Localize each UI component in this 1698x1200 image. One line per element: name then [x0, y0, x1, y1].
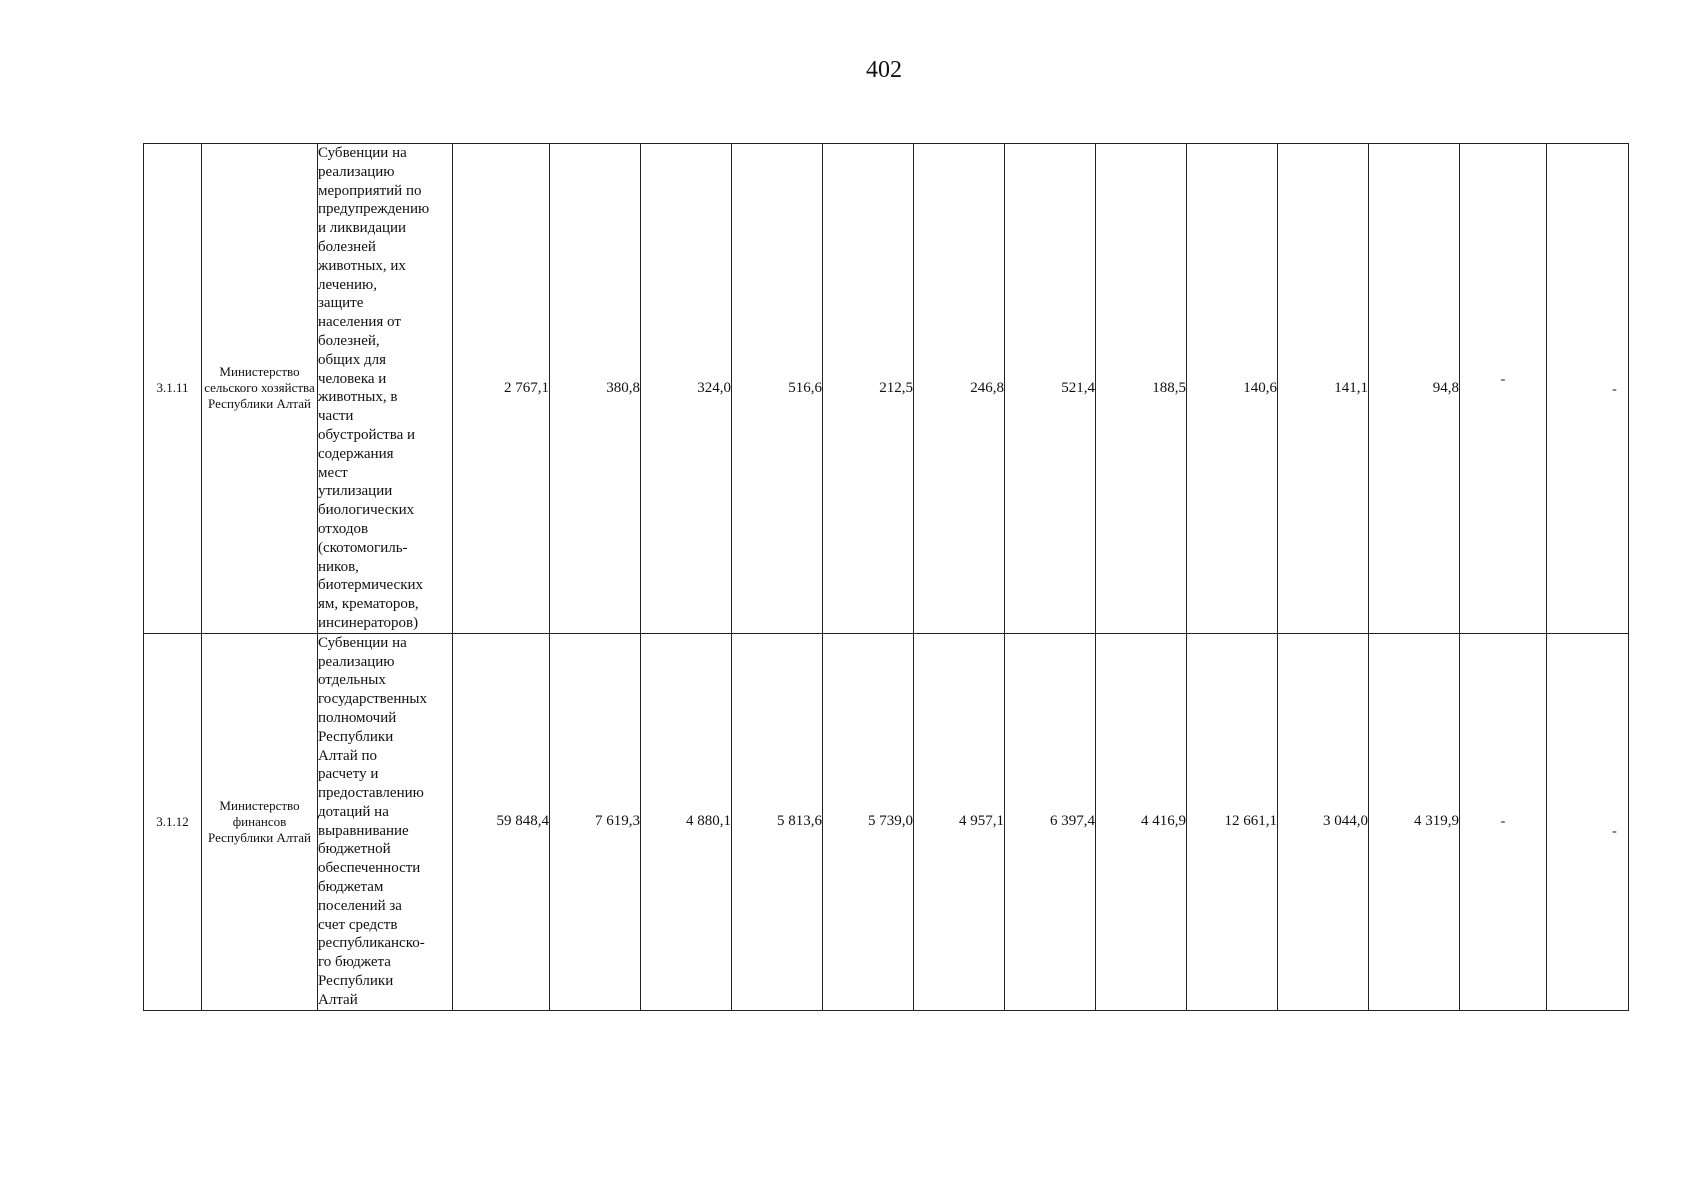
value-cell: 2 767,1 [453, 144, 550, 634]
value-cell: 5 739,0 [823, 633, 914, 1010]
value-cell: 12 661,1 [1187, 633, 1278, 1010]
value-cell: 4 416,9 [1096, 633, 1187, 1010]
row-code: 3.1.11 [144, 144, 202, 634]
value-cell: 516,6 [732, 144, 823, 634]
row-code: 3.1.12 [144, 633, 202, 1010]
row-organization: Министерство финансов Республики Алтай [202, 633, 318, 1010]
table-row [144, 144, 1629, 634]
empty-value-cell [1460, 144, 1547, 634]
row-description: Субвенции на реализацию мероприятий по предупреждению и ликвидации болезней животных, их лечению, защите населения от болезней, общих для человека и животных, в части обустройства и содержания мест утилизации биологических отходов (скотомогиль- ников, биотермических ям, крематоров, инсинераторов) [318, 144, 453, 634]
dash-mark: - [1612, 382, 1617, 398]
row-description: Субвенции на реализацию отдельных государственных полномочий Республики Алтай по расчету и предоставлению дотаций на выравнивание бюджетной обеспеченности бюджетам поселений за счет средств республиканско- го бюджета Республики Алтай [318, 633, 453, 1010]
value-cell: 6 397,4 [1005, 633, 1096, 1010]
value-cell: 246,8 [914, 144, 1005, 634]
value-cell: 59 848,4 [453, 633, 550, 1010]
value-cell: 4 319,9 [1369, 633, 1460, 1010]
value-cell: 212,5 [823, 144, 914, 634]
value-cell: 3 044,0 [1278, 633, 1369, 1010]
value-cell: 4 880,1 [641, 633, 732, 1010]
value-cell: 141,1 [1278, 144, 1369, 634]
value-cell: 140,6 [1187, 144, 1278, 634]
budget-table [143, 143, 1629, 1011]
empty-value-cell [1547, 144, 1629, 634]
value-cell: 521,4 [1005, 144, 1096, 634]
row-organization: Министерство сельского хозяйства Республики Алтай [202, 144, 318, 634]
dash-mark: - [1612, 823, 1617, 839]
value-cell: 4 957,1 [914, 633, 1005, 1010]
page-number: 402 [866, 57, 902, 83]
dash-mark: - [1500, 813, 1506, 829]
value-cell: 5 813,6 [732, 633, 823, 1010]
empty-value-cell [1460, 633, 1547, 1010]
value-cell: 188,5 [1096, 144, 1187, 634]
value-cell: 94,8 [1369, 144, 1460, 634]
value-cell: 324,0 [641, 144, 732, 634]
value-cell: 380,8 [550, 144, 641, 634]
dash-mark: - [1500, 372, 1506, 388]
empty-value-cell [1547, 633, 1629, 1010]
table-row [144, 633, 1629, 1010]
value-cell: 7 619,3 [550, 633, 641, 1010]
